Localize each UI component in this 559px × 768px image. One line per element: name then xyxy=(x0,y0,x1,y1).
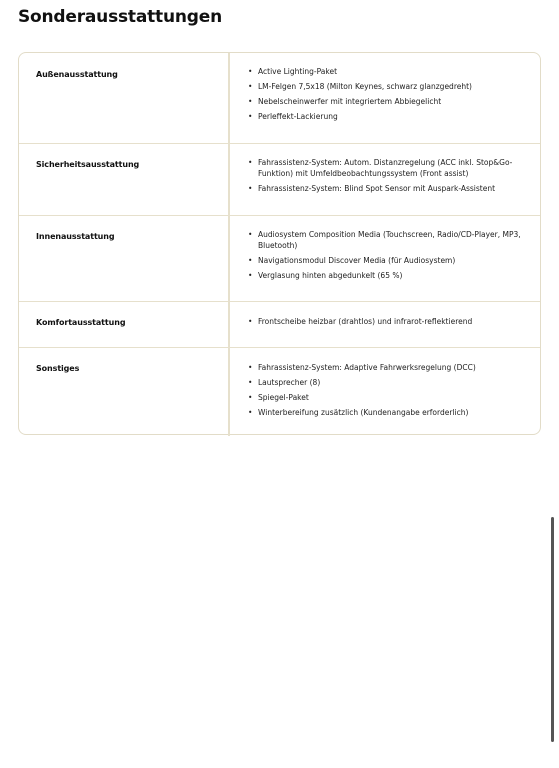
list-item: • Frontscheibe heizbar (drahtlos) und infrarot-reflektierend xyxy=(248,317,533,328)
column-divider xyxy=(228,53,230,143)
list-item: • Lautsprecher (8) xyxy=(248,378,533,389)
list-item: • Nebelscheinwerfer mit integriertem Abbiegelicht xyxy=(248,97,533,108)
column-divider xyxy=(228,302,230,347)
category-label: Sicherheitsausstattung xyxy=(36,160,140,169)
table-row xyxy=(19,53,540,144)
column-divider xyxy=(228,348,230,436)
list-item: • Fahrassistenz-System: Autom. Distanzregelung (ACC inkl. Stop&Go-Funktion) mit Umfeldbeobachtungssystem (Front assist) xyxy=(248,158,533,179)
category-label: Innenausstattung xyxy=(36,232,115,241)
category-label: Komfortausstattung xyxy=(36,318,126,327)
table-row xyxy=(19,302,540,348)
page-title: Sonderausstattungen xyxy=(18,7,222,27)
list-item: • Audiosystem Composition Media (Touchscreen, Radio/CD-Player, MP3, Bluetooth) xyxy=(248,230,533,251)
list-item: • Fahrassistenz-System: Blind Spot Sensor mit Auspark-Assistent xyxy=(248,184,533,195)
table-row xyxy=(19,348,540,436)
list-item: • Navigationsmodul Discover Media (für Audiosystem) xyxy=(248,256,533,267)
list-item: • LM-Felgen 7,5x18 (Milton Keynes, schwarz glanzgedreht) xyxy=(248,82,533,93)
item-list xyxy=(248,158,533,199)
list-item: • Verglasung hinten abgedunkelt (65 %) xyxy=(248,271,533,282)
vertical-scrollbar[interactable] xyxy=(551,517,554,742)
item-list xyxy=(248,317,533,332)
item-list xyxy=(248,363,533,423)
equipment-table xyxy=(18,52,541,435)
list-item: • Fahrassistenz-System: Adaptive Fahrwerksregelung (DCC) xyxy=(248,363,533,374)
list-item: • Perleffekt-Lackierung xyxy=(248,112,533,123)
table-row xyxy=(19,144,540,216)
category-label: Außenausstattung xyxy=(36,70,118,79)
list-item: • Active Lighting-Paket xyxy=(248,67,533,78)
table-row xyxy=(19,216,540,302)
list-item: • Winterbereifung zusätzlich (Kundenangabe erforderlich) xyxy=(248,408,533,419)
column-divider xyxy=(228,144,230,215)
column-divider xyxy=(228,216,230,301)
category-label: Sonstiges xyxy=(36,364,80,373)
list-item: • Spiegel-Paket xyxy=(248,393,533,404)
item-list xyxy=(248,67,533,127)
item-list xyxy=(248,230,533,286)
